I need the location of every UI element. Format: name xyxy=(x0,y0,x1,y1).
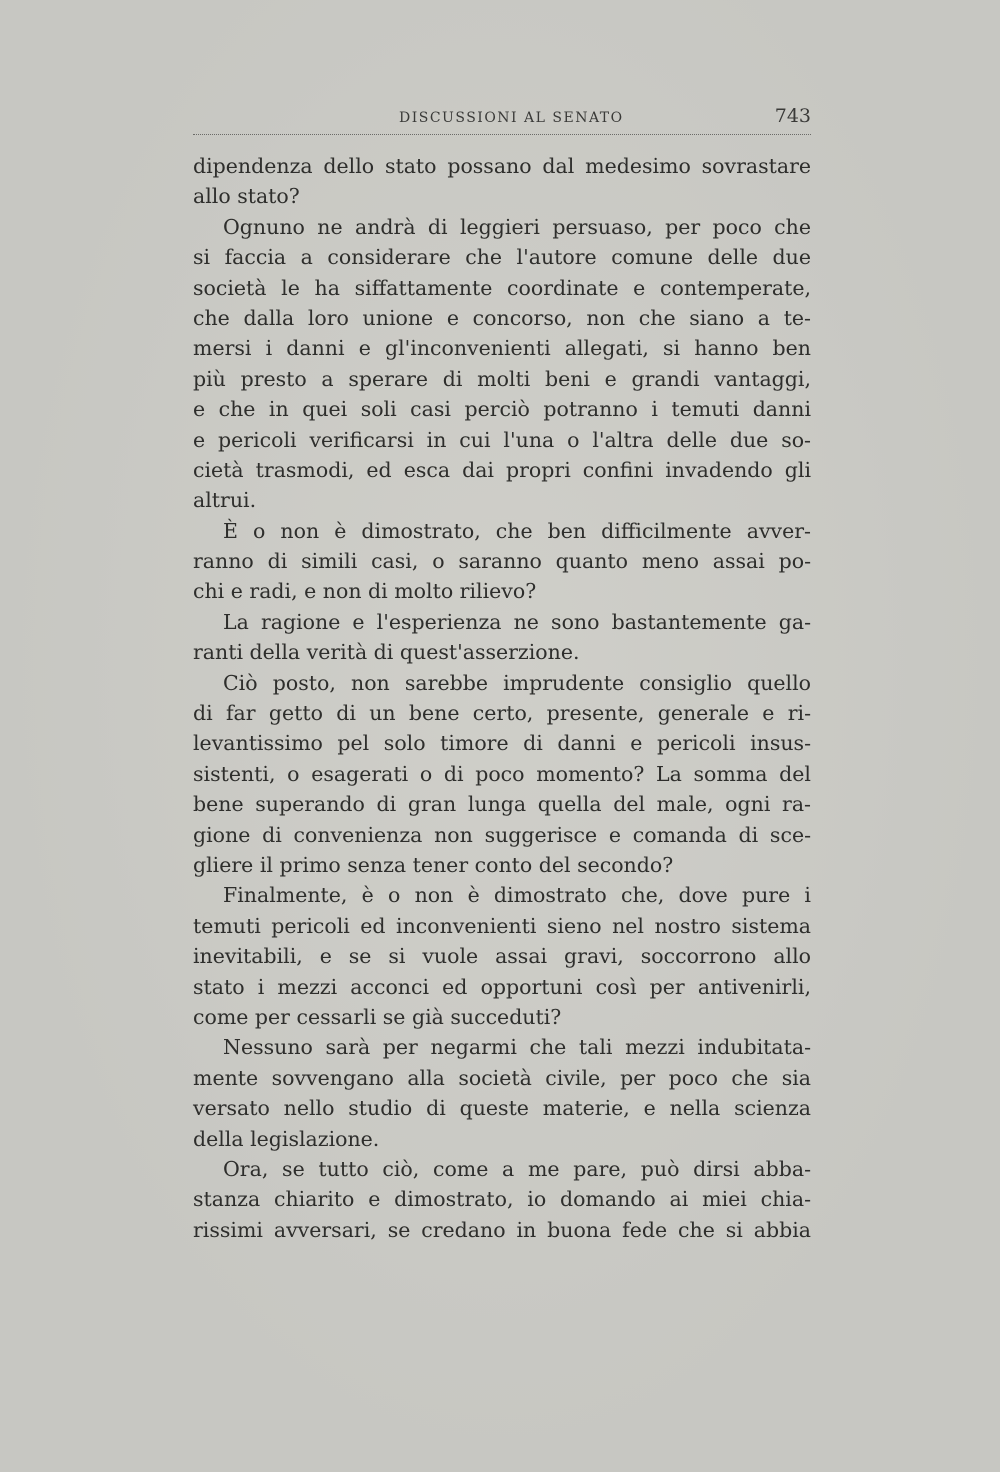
text-line: stato i mezzi acconci ed opportuni così per antivenirli, xyxy=(193,974,811,999)
text-line: dipendenza dello stato possano dal medesimo sovrastare xyxy=(193,154,811,178)
text-line: e che in quei soli casi perciò potranno i temuti danni xyxy=(193,397,811,422)
text-line: allo stato? xyxy=(193,184,300,209)
text-line: della legislazione. xyxy=(193,1126,380,1151)
text-line: sistenti, o esagerati o di poco momento? La somma del xyxy=(193,761,811,786)
text-line: versato nello studio di queste materie, e nella scienza xyxy=(193,1096,811,1121)
text-line: chi e radi, e non di molto rilievo? xyxy=(193,579,537,604)
text-line: gione di convenienza non suggerisce e comanda di sce- xyxy=(193,822,811,847)
text-line: temuti pericoli ed inconvenienti sieno nel nostro sistema xyxy=(193,913,811,938)
text-line: Finalmente, è o non è dimostrato che, dove pure i xyxy=(223,883,811,908)
text-line: come per cessarli se già succeduti? xyxy=(193,1004,562,1029)
text-line: mersi i danni e gl'inconvenienti allegati, si hanno ben xyxy=(193,336,811,361)
text-line: La ragione e l'esperienza ne sono bastantemente ga- xyxy=(223,609,811,634)
text-line: levantissimo pel solo timore di danni e pericoli insus- xyxy=(193,731,811,756)
text-line: stanza chiarito e dimostrato, io domando ai miei chia- xyxy=(193,1187,811,1212)
text-line: inevitabili, e se si vuole assai gravi, soccorrono allo xyxy=(193,944,811,969)
text-line: si faccia a considerare che l'autore comune delle due xyxy=(193,245,811,270)
text-line: È o non è dimostrato, che ben difficilmente avver- xyxy=(223,518,811,543)
text-line: gliere il primo senza tener conto del secondo? xyxy=(193,852,674,877)
text-line: Ognuno ne andrà di leggieri persuaso, per poco che xyxy=(223,214,811,239)
text-line: cietà trasmodi, ed esca dai propri confini invadendo gli xyxy=(193,457,811,482)
text-line: mente sovvengano alla società civile, per poco che sia xyxy=(193,1065,811,1090)
text-line: Ora, se tutto ciò, come a me pare, può dirsi abba- xyxy=(223,1156,811,1181)
text-line: società le ha siffattamente coordinate e contemperate, xyxy=(193,275,811,300)
text-line: rissimi avversari, se credano in buona fede che si abbia xyxy=(193,1217,811,1242)
text-line: Nessuno sarà per negarmi che tali mezzi indubitata- xyxy=(223,1035,811,1060)
text-line: più presto a sperare di molti beni e grandi vantaggi, xyxy=(193,366,811,391)
text-line: altrui. xyxy=(193,488,257,513)
text-line: ranno di simili casi, o saranno quanto meno assai po- xyxy=(193,549,811,574)
running-title: DISCUSSIONI AL SENATO xyxy=(399,110,624,126)
body-text xyxy=(193,151,811,1245)
text-line: ranti della verità di quest'asserzione. xyxy=(193,640,580,665)
running-head xyxy=(193,104,811,135)
text-line: Ciò posto, non sarebbe imprudente consiglio quello xyxy=(223,670,811,695)
text-line: bene superando di gran lunga quella del male, ogni ra- xyxy=(193,792,811,817)
text-line: che dalla loro unione e concorso, non che siano a te- xyxy=(193,305,811,330)
page-number: 743 xyxy=(774,105,811,127)
text-line: di far getto di un bene certo, presente, generale e ri- xyxy=(193,701,811,726)
text-line: e pericoli verificarsi in cui l'una o l'altra delle due so- xyxy=(193,427,811,452)
